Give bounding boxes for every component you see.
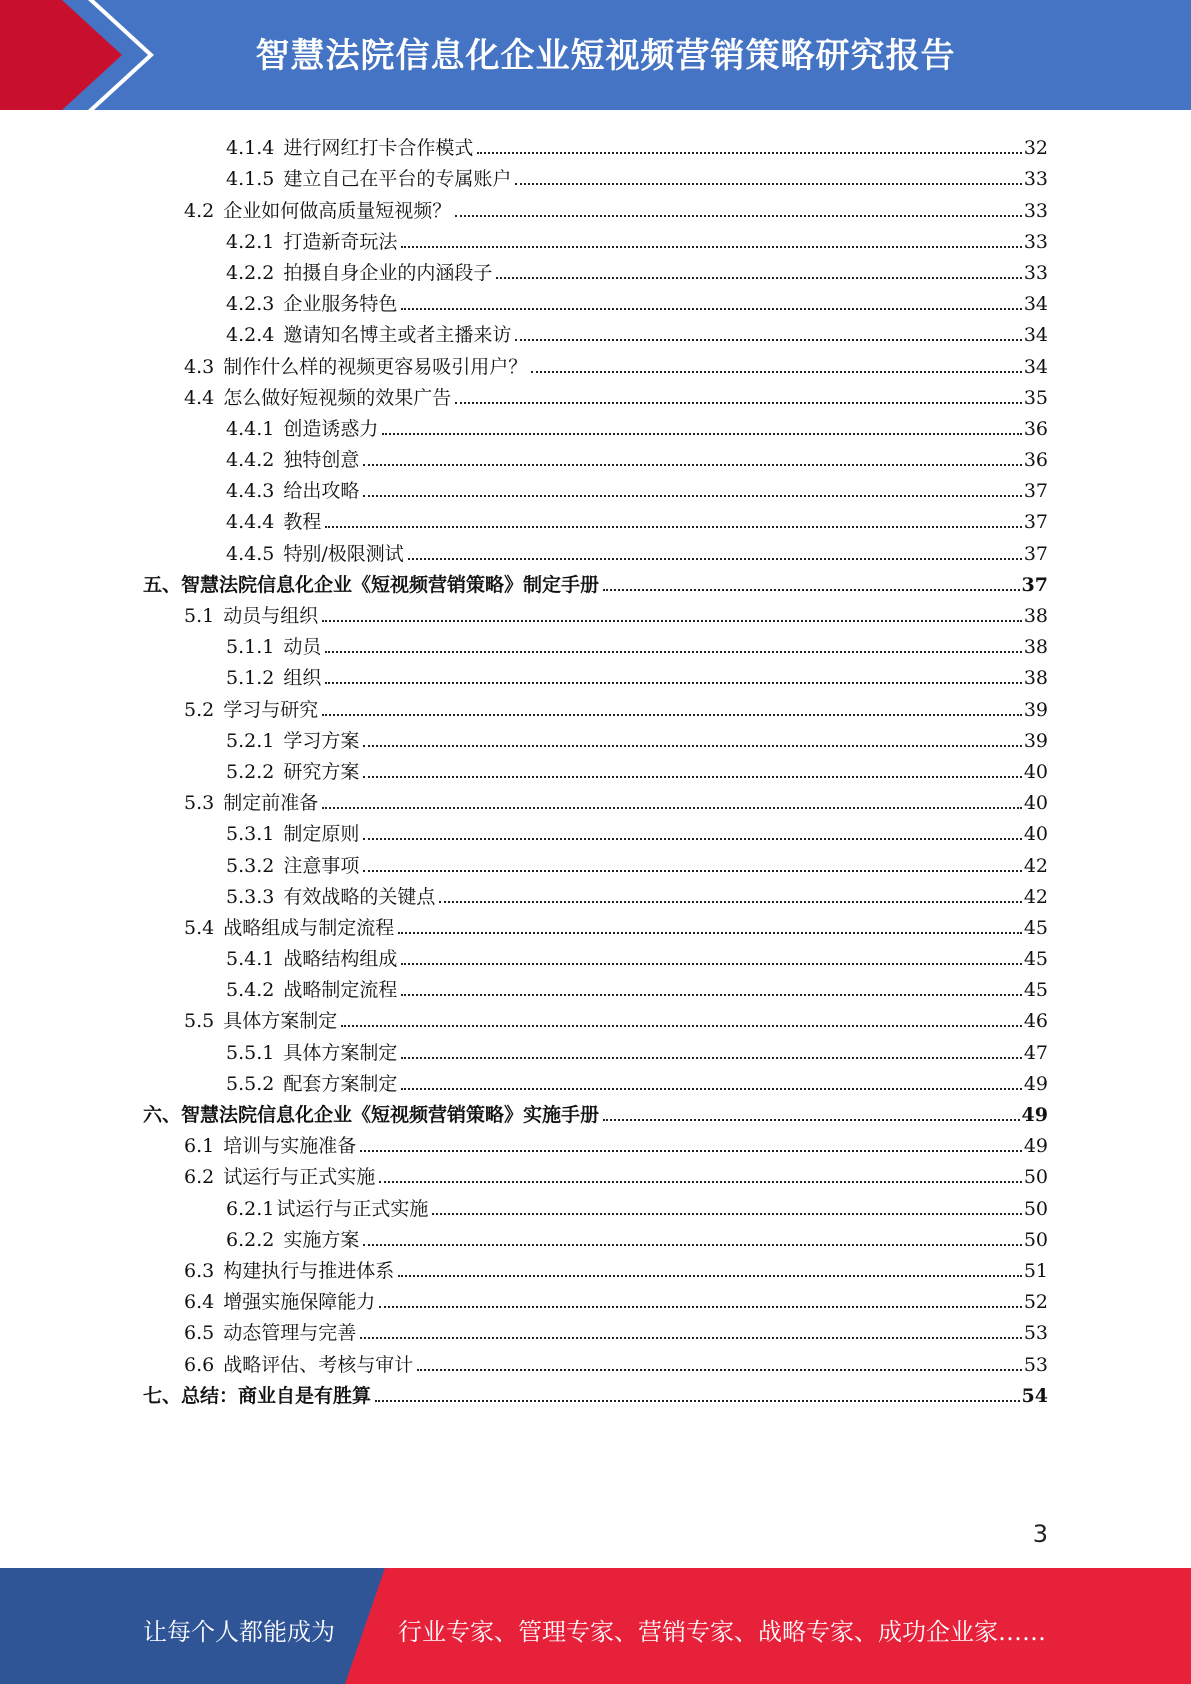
toc-entry-label — [184, 792, 320, 814]
toc-entry[interactable] — [143, 378, 1048, 409]
toc-entry[interactable] — [143, 1188, 1048, 1219]
toc-entry-page: 53 — [1023, 1322, 1048, 1345]
toc-entry[interactable] — [143, 939, 1048, 970]
toc-dot-leader — [322, 807, 1022, 809]
toc-entry-page: 33 — [1023, 261, 1048, 284]
toc-entry-label — [184, 1135, 358, 1157]
toc-entry[interactable] — [143, 814, 1048, 845]
toc-entry-text: 战略结构组成 — [283, 948, 398, 971]
toc-entry-label — [226, 1042, 399, 1064]
toc-entry-label — [226, 886, 437, 908]
toc-entry-text: 打造新奇玩法 — [283, 230, 398, 253]
toc-entry-number: 4.1.4 — [226, 137, 275, 160]
toc-entry[interactable] — [143, 845, 1048, 876]
toc-dot-leader — [325, 651, 1021, 653]
toc-entry-text: 六、智慧法院信息化企业《短视频营销策略》实施手册 — [143, 1104, 600, 1126]
toc-entry-number: 5.1.2 — [226, 667, 275, 690]
toc-entry-text: 具体方案制定 — [283, 1041, 398, 1064]
toc-entry[interactable] — [143, 1376, 1048, 1407]
toc-entry-label — [226, 730, 361, 752]
toc-entry-label — [226, 293, 399, 315]
toc-entry[interactable] — [143, 409, 1048, 440]
toc-dot-leader — [417, 1369, 1022, 1371]
toc-entry-number: 5.5.2 — [226, 1072, 275, 1095]
toc-dot-leader — [325, 526, 1021, 528]
toc-entry-number: 4.4.2 — [226, 449, 275, 472]
toc-entry-page: 34 — [1023, 355, 1048, 378]
toc-entry-text: 实施方案 — [283, 1228, 360, 1251]
toc-entry-label — [226, 480, 361, 502]
toc-entry[interactable] — [143, 315, 1048, 346]
toc-entry-text: 制定原则 — [283, 823, 360, 846]
toc-entry-number: 6.3 — [184, 1259, 215, 1282]
toc-dot-leader — [322, 620, 1022, 622]
toc-dot-leader — [341, 1025, 1022, 1027]
toc-dot-leader — [398, 932, 1022, 934]
toc-entry-label — [226, 761, 361, 783]
toc-entry-page: 50 — [1023, 1166, 1048, 1189]
toc-dot-leader — [363, 776, 1021, 778]
toc-entry-text: 试运行与正式实施 — [276, 1197, 429, 1220]
toc-entry[interactable] — [143, 533, 1048, 564]
toc-entry-page: 38 — [1023, 667, 1048, 690]
toc-dot-leader — [439, 901, 1021, 903]
table-of-contents — [143, 128, 1048, 1407]
toc-entry-number: 6.5 — [184, 1322, 215, 1345]
toc-entry-page: 39 — [1023, 698, 1048, 721]
toc-entry-label — [226, 1073, 399, 1095]
toc-entry-number: 5.2.2 — [226, 760, 275, 783]
toc-entry-page: 32 — [1023, 137, 1048, 160]
toc-entry-page: 49 — [1021, 1104, 1048, 1126]
toc-entry-text: 动员与组织 — [223, 605, 319, 627]
toc-entry-page: 47 — [1023, 1041, 1048, 1064]
toc-entry-text: 动态管理与完善 — [223, 1322, 357, 1345]
footer-slogan-roles: 行业专家、管理专家、营销专家、战略专家、成功企业家…… — [398, 1618, 1046, 1646]
toc-entry-text: 注意事项 — [283, 854, 360, 877]
toc-entry-label — [143, 1385, 373, 1407]
toc-entry-label — [226, 262, 494, 284]
toc-dot-leader — [398, 1275, 1022, 1277]
toc-entry-label — [184, 699, 320, 721]
toc-entry-number: 6.4 — [184, 1291, 215, 1314]
toc-entry[interactable] — [143, 159, 1048, 190]
toc-dot-leader — [325, 682, 1021, 684]
toc-entry-page: 42 — [1023, 854, 1048, 877]
toc-entry-page: 37 — [1023, 511, 1048, 534]
toc-entry-number: 4.1.5 — [226, 168, 275, 191]
toc-entry-number: 4.2.2 — [226, 261, 275, 284]
toc-entry-text: 战略评估、考核与审计 — [223, 1353, 414, 1376]
toc-entry[interactable] — [143, 128, 1048, 159]
toc-dot-leader — [379, 1181, 1022, 1183]
toc-entry-number: 6.6 — [184, 1353, 215, 1376]
toc-entry-page: 35 — [1023, 386, 1048, 409]
toc-entry-number: 5.1.1 — [226, 636, 275, 659]
toc-entry-text: 制定前准备 — [223, 792, 319, 815]
toc-entry-label — [184, 605, 320, 627]
toc-dot-leader — [363, 870, 1021, 872]
toc-entry-label — [226, 667, 323, 689]
toc-dot-leader — [382, 433, 1021, 435]
toc-entry-text: 创造诱惑力 — [283, 417, 379, 440]
toc-entry-text: 企业服务特色 — [283, 293, 398, 316]
page-number: 3 — [1032, 1520, 1048, 1548]
toc-entry[interactable] — [143, 627, 1048, 658]
toc-entry[interactable] — [143, 721, 1048, 752]
toc-entry-number: 4.2.3 — [226, 293, 275, 316]
toc-dot-leader — [401, 963, 1021, 965]
toc-dot-leader — [401, 994, 1021, 996]
toc-entry-text: 建立自己在平台的专属账户 — [283, 168, 512, 191]
toc-entry-page: 33 — [1023, 230, 1048, 253]
toc-dot-leader — [531, 371, 1022, 373]
toc-entry-text: 给出攻略 — [283, 480, 360, 503]
toc-dot-leader — [375, 1400, 1020, 1402]
toc-dot-leader — [408, 558, 1022, 560]
toc-entry-label — [226, 948, 399, 970]
toc-entry-page: 45 — [1023, 979, 1048, 1002]
toc-entry-text: 构建执行与推进体系 — [223, 1259, 395, 1282]
toc-entry-page: 49 — [1023, 1072, 1048, 1095]
toc-entry-text: 增强实施保障能力 — [223, 1291, 376, 1314]
toc-entry-page: 40 — [1023, 760, 1048, 783]
toc-entry-number: 4.2 — [184, 199, 215, 222]
toc-entry[interactable] — [143, 1251, 1048, 1282]
toc-entry[interactable] — [143, 1157, 1048, 1188]
toc-entry-text: 七、总结：商业自是有胜算 — [143, 1384, 372, 1407]
toc-entry-text: 战略制定流程 — [283, 979, 398, 1002]
toc-entry-label — [226, 324, 513, 346]
toc-entry-number: 4.4 — [184, 386, 215, 409]
toc-entry-number: 5.3 — [184, 792, 215, 815]
toc-entry-text: 动员 — [283, 636, 322, 659]
toc-dot-leader — [515, 339, 1021, 341]
toc-entry-number: 4.2.4 — [226, 324, 275, 347]
toc-entry-label — [226, 1198, 430, 1220]
toc-dot-leader — [432, 1213, 1021, 1215]
toc-entry-label — [226, 511, 323, 533]
toc-entry-page: 40 — [1023, 792, 1048, 815]
toc-entry-page: 53 — [1023, 1353, 1048, 1376]
toc-entry-number: 4.4.4 — [226, 511, 275, 534]
toc-entry-label — [184, 1291, 377, 1313]
toc-entry-number: 5.4 — [184, 916, 215, 939]
toc-entry-label — [226, 543, 406, 565]
toc-entry[interactable] — [143, 253, 1048, 284]
toc-entry-label — [143, 1104, 601, 1126]
toc-entry-label — [226, 231, 399, 253]
toc-entry[interactable] — [143, 689, 1048, 720]
toc-entry-number: 5.4.2 — [226, 979, 275, 1002]
toc-entry-page: 37 — [1023, 480, 1048, 503]
toc-entry[interactable] — [143, 440, 1048, 471]
toc-entry[interactable] — [143, 877, 1048, 908]
toc-entry[interactable] — [143, 565, 1048, 596]
toc-entry-page: 45 — [1023, 916, 1048, 939]
toc-entry-text: 五、智慧法院信息化企业《短视频营销策略》制定手册 — [143, 573, 600, 596]
toc-entry-number: 6.2.2 — [226, 1228, 275, 1251]
toc-entry[interactable] — [143, 284, 1048, 315]
toc-entry[interactable] — [143, 1064, 1048, 1095]
toc-entry[interactable] — [143, 1126, 1048, 1157]
toc-dot-leader — [379, 1306, 1022, 1308]
toc-entry-text: 试运行与正式实施 — [223, 1166, 376, 1189]
toc-entry-page: 33 — [1023, 168, 1048, 191]
toc-entry-page: 52 — [1023, 1291, 1048, 1314]
toc-entry-page: 38 — [1023, 636, 1048, 659]
toc-dot-leader — [515, 183, 1021, 185]
toc-entry[interactable] — [143, 1313, 1048, 1344]
toc-entry-number: 4.4.5 — [226, 542, 275, 565]
toc-entry-text: 企业如何做高质量短视频？ — [223, 199, 452, 222]
toc-entry-page: 50 — [1023, 1228, 1048, 1251]
toc-entry-number: 5.1 — [184, 605, 215, 627]
header-banner — [0, 0, 1191, 110]
toc-entry-number: 5.3.3 — [226, 885, 275, 908]
toc-entry-text: 学习与研究 — [223, 698, 319, 721]
toc-entry-number: 5.3.1 — [226, 823, 275, 846]
toc-dot-leader — [401, 246, 1021, 248]
toc-entry-label — [143, 574, 601, 596]
toc-entry-page: 37 — [1021, 573, 1048, 596]
toc-dot-leader — [603, 1119, 1020, 1121]
toc-entry-label — [184, 1260, 396, 1282]
toc-entry-number: 6.2 — [184, 1166, 215, 1189]
toc-entry[interactable] — [143, 752, 1048, 783]
toc-dot-leader — [363, 464, 1021, 466]
toc-entry-label — [184, 1166, 377, 1188]
toc-dot-leader — [363, 495, 1021, 497]
toc-entry-page: 36 — [1023, 417, 1048, 440]
toc-dot-leader — [455, 402, 1022, 404]
toc-entry-number: 4.4.3 — [226, 480, 275, 503]
toc-entry-label — [184, 356, 529, 378]
toc-dot-leader — [401, 1088, 1021, 1090]
toc-dot-leader — [603, 589, 1020, 591]
toc-entry[interactable] — [143, 222, 1048, 253]
toc-entry-text: 培训与实施准备 — [223, 1135, 357, 1158]
toc-entry-number: 5.3.2 — [226, 854, 275, 877]
toc-entry-label — [184, 200, 453, 222]
toc-entry-label — [226, 855, 361, 877]
toc-entry-text: 进行网红打卡合作模式 — [283, 137, 474, 160]
toc-dot-leader — [322, 714, 1022, 716]
toc-entry-page: 34 — [1023, 324, 1048, 347]
toc-entry-page: 49 — [1023, 1135, 1048, 1158]
toc-dot-leader — [360, 1150, 1022, 1152]
toc-entry-number: 6.2.1 — [226, 1197, 275, 1220]
toc-entry-page: 54 — [1021, 1384, 1048, 1407]
toc-dot-leader — [363, 838, 1021, 840]
toc-entry-page: 45 — [1023, 948, 1048, 971]
toc-entry-page: 46 — [1023, 1010, 1048, 1033]
footer-banner — [0, 1568, 1191, 1684]
toc-dot-leader — [360, 1337, 1022, 1339]
toc-dot-leader — [401, 1057, 1021, 1059]
toc-entry-text: 学习方案 — [283, 729, 360, 752]
toc-entry-number: 5.5.1 — [226, 1041, 275, 1064]
toc-entry-text: 独特创意 — [283, 449, 360, 472]
toc-entry[interactable] — [143, 596, 1048, 627]
toc-entry-page: 39 — [1023, 729, 1048, 752]
toc-entry-page: 51 — [1023, 1259, 1048, 1282]
toc-entry-text: 配套方案制定 — [283, 1072, 398, 1095]
toc-entry-number: 6.1 — [184, 1135, 215, 1158]
toc-entry-page: 40 — [1023, 823, 1048, 846]
toc-entry-label — [184, 1010, 339, 1032]
toc-entry[interactable] — [143, 471, 1048, 502]
toc-entry-label — [226, 449, 361, 471]
document-title: 智慧法院信息化企业短视频营销策略研究报告 — [255, 36, 956, 76]
toc-entry-page: 33 — [1023, 199, 1048, 222]
toc-entry-number: 5.2.1 — [226, 729, 275, 752]
toc-entry-page: 34 — [1023, 293, 1048, 316]
toc-entry-label — [184, 1322, 358, 1344]
toc-dot-leader — [363, 745, 1021, 747]
toc-entry-number: 5.5 — [184, 1010, 215, 1033]
toc-entry-text: 具体方案制定 — [223, 1010, 338, 1033]
toc-entry-number: 4.2.1 — [226, 230, 275, 253]
footer-slogan-lead: 让每个人都能成为 — [143, 1618, 335, 1646]
toc-entry-text: 拍摄自身企业的内涵段子 — [283, 261, 493, 284]
toc-entry[interactable] — [143, 1001, 1048, 1032]
toc-entry[interactable] — [143, 1282, 1048, 1313]
toc-entry-text: 怎么做好短视频的效果广告 — [223, 386, 452, 409]
toc-entry-label — [184, 917, 396, 939]
toc-dot-leader — [477, 152, 1021, 154]
toc-entry-text: 研究方案 — [283, 760, 360, 783]
toc-entry-page: 37 — [1023, 542, 1048, 565]
toc-entry-label — [184, 387, 453, 409]
toc-entry[interactable] — [143, 1095, 1048, 1126]
toc-entry-text: 战略组成与制定流程 — [223, 916, 395, 939]
toc-entry[interactable] — [143, 346, 1048, 377]
toc-entry-label — [226, 418, 380, 440]
toc-entry-label — [184, 1354, 415, 1376]
toc-entry-text: 邀请知名博主或者主播来访 — [283, 324, 512, 347]
toc-entry-label — [226, 823, 361, 845]
toc-entry-number: 5.4.1 — [226, 948, 275, 971]
toc-entry[interactable] — [143, 1344, 1048, 1375]
toc-entry[interactable] — [143, 1032, 1048, 1063]
toc-dot-leader — [363, 1244, 1021, 1246]
toc-dot-leader — [496, 277, 1021, 279]
toc-entry[interactable] — [143, 658, 1048, 689]
toc-entry-text: 有效战略的关键点 — [283, 885, 436, 908]
toc-entry-text: 组织 — [283, 667, 322, 690]
toc-entry-page: 42 — [1023, 885, 1048, 908]
toc-entry[interactable] — [143, 783, 1048, 814]
toc-entry-text: 教程 — [283, 511, 322, 534]
toc-entry-label — [226, 979, 399, 1001]
toc-entry-label — [226, 137, 475, 159]
toc-entry-label — [226, 636, 323, 658]
toc-entry[interactable] — [143, 970, 1048, 1001]
toc-entry-number: 4.3 — [184, 355, 215, 378]
toc-entry[interactable] — [143, 190, 1048, 221]
toc-entry-page: 36 — [1023, 449, 1048, 472]
toc-entry-page: 38 — [1023, 605, 1048, 627]
toc-entry-number: 4.4.1 — [226, 417, 275, 440]
toc-entry-page: 50 — [1023, 1197, 1048, 1220]
toc-entry-label — [226, 168, 513, 190]
toc-entry-label — [226, 1229, 361, 1251]
toc-entry[interactable] — [143, 1220, 1048, 1251]
toc-entry-number: 5.2 — [184, 698, 215, 721]
toc-entry[interactable] — [143, 502, 1048, 533]
toc-entry-text: 制作什么样的视频更容易吸引用户？ — [223, 355, 528, 378]
toc-dot-leader — [455, 215, 1022, 217]
toc-dot-leader — [401, 308, 1021, 310]
toc-entry[interactable] — [143, 908, 1048, 939]
toc-entry-text: 特别/极限测试 — [283, 542, 404, 565]
